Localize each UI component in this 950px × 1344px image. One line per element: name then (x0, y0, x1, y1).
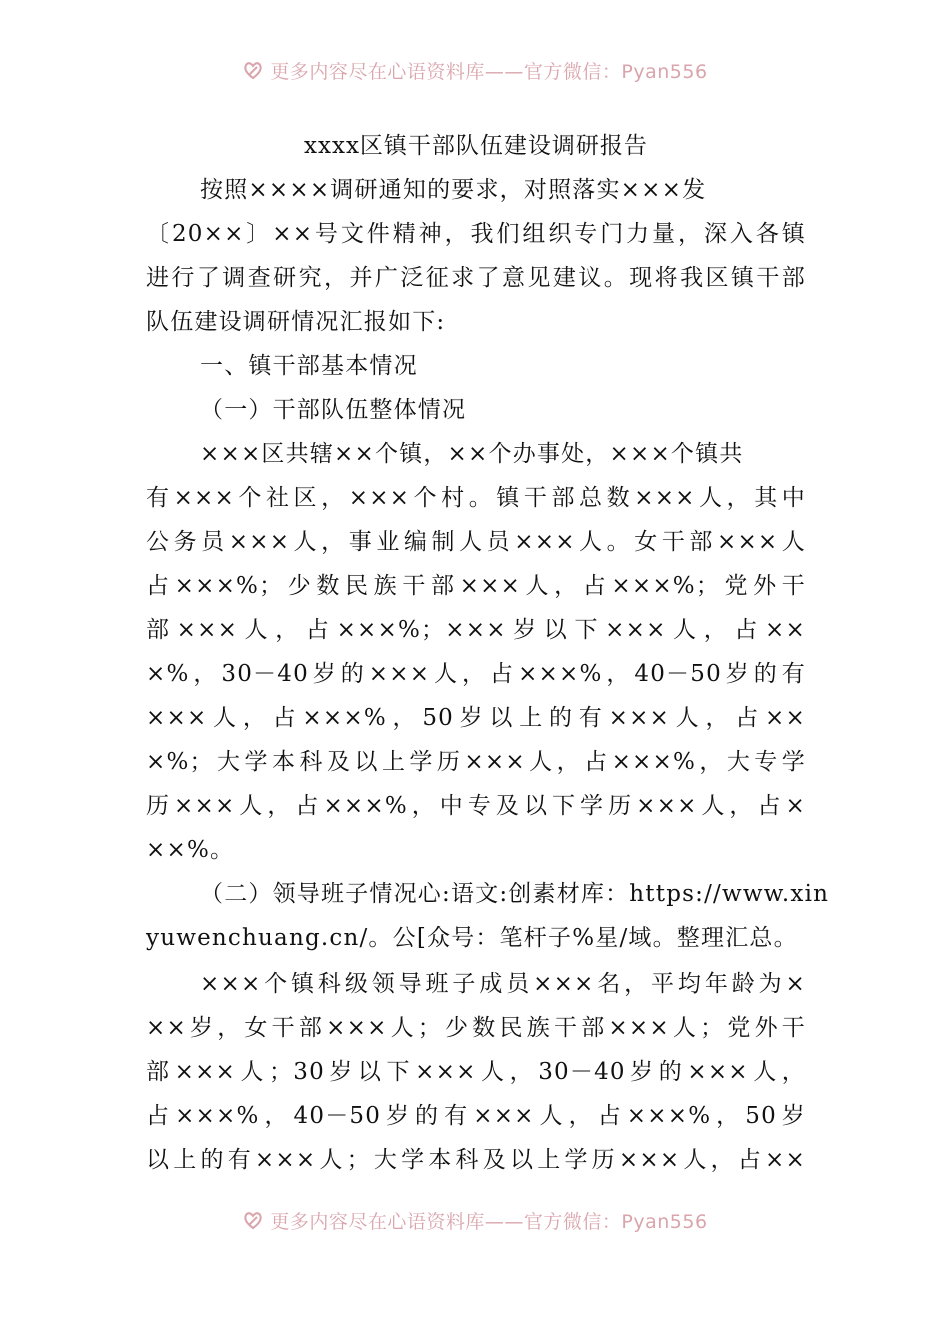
paragraph-line: 队伍建设调研情况汇报如下: (146, 309, 446, 335)
paragraph-line: 部×××人；30岁以下×××人，30－40岁的×××人， (146, 1059, 806, 1085)
section-heading: 一、镇干部基本情况 (200, 353, 418, 379)
subsection-heading: （一）干部队伍整体情况 (200, 397, 467, 423)
paragraph-line: 以上的有×××人；大学本科及以上学历×××人，占×× (146, 1147, 806, 1173)
paragraph-line: ×%，30－40岁的×××人，占×××%，40－50岁的有 (146, 661, 806, 687)
paragraph-line: 部×××人，占×××%；×××岁以下×××人，占×× (146, 617, 806, 643)
paragraph-line: ×××人，占×××%，50岁以上的有×××人，占×× (146, 705, 806, 731)
heart-pen-logo-icon (242, 59, 264, 81)
paragraph-line: 占×××%；少数民族干部×××人，占×××%；党外干 (146, 573, 806, 599)
paragraph-line: ×××个镇科级领导班子成员×××名，平均年龄为× (200, 971, 806, 997)
watermark-text: 更多内容尽在心语资料库——官方微信：Pyan556 (270, 1210, 708, 1233)
subsection-heading: （二）领导班子情况心:语文:创素材库：https://www.xin (200, 881, 830, 907)
paragraph-line: ××%。 (146, 837, 235, 863)
header-watermark (0, 56, 950, 84)
footer-watermark (0, 1206, 950, 1234)
paragraph-line: ×%；大学本科及以上学历×××人，占×××%，大专学 (146, 749, 806, 775)
document-title: xxxx区镇干部队伍建设调研报告 (304, 133, 648, 159)
paragraph-line: 历×××人，占×××%，中专及以下学历×××人，占× (146, 793, 806, 819)
paragraph-line: 占×××%，40－50岁的有×××人，占×××%，50岁 (146, 1103, 806, 1129)
heart-pen-logo-icon (242, 1209, 264, 1231)
paragraph-line: 按照××××调研通知的要求，对照落实×××发 (200, 177, 707, 203)
paragraph-line: 进行了调查研究，并广泛征求了意见建议。现将我区镇干部 (146, 265, 806, 291)
paragraph-line: ××岁，女干部×××人；少数民族干部×××人；党外干 (146, 1015, 806, 1041)
watermark-text: 更多内容尽在心语资料库——官方微信：Pyan556 (270, 60, 708, 83)
paragraph-line: 公务员×××人，事业编制人员×××人。女干部×××人 (146, 529, 806, 555)
paragraph-line: 有×××个社区，×××个村。镇干部总数×××人，其中 (146, 485, 806, 511)
paragraph-line: yuwenchuang.cn/。公[众号：笔杆子%星/域。整理汇总。 (146, 925, 798, 951)
paragraph-line: ×××区共辖××个镇，××个办事处，×××个镇共 (200, 441, 744, 467)
paragraph-line: 〔20××〕××号文件精神，我们组织专门力量，深入各镇 (146, 221, 806, 247)
